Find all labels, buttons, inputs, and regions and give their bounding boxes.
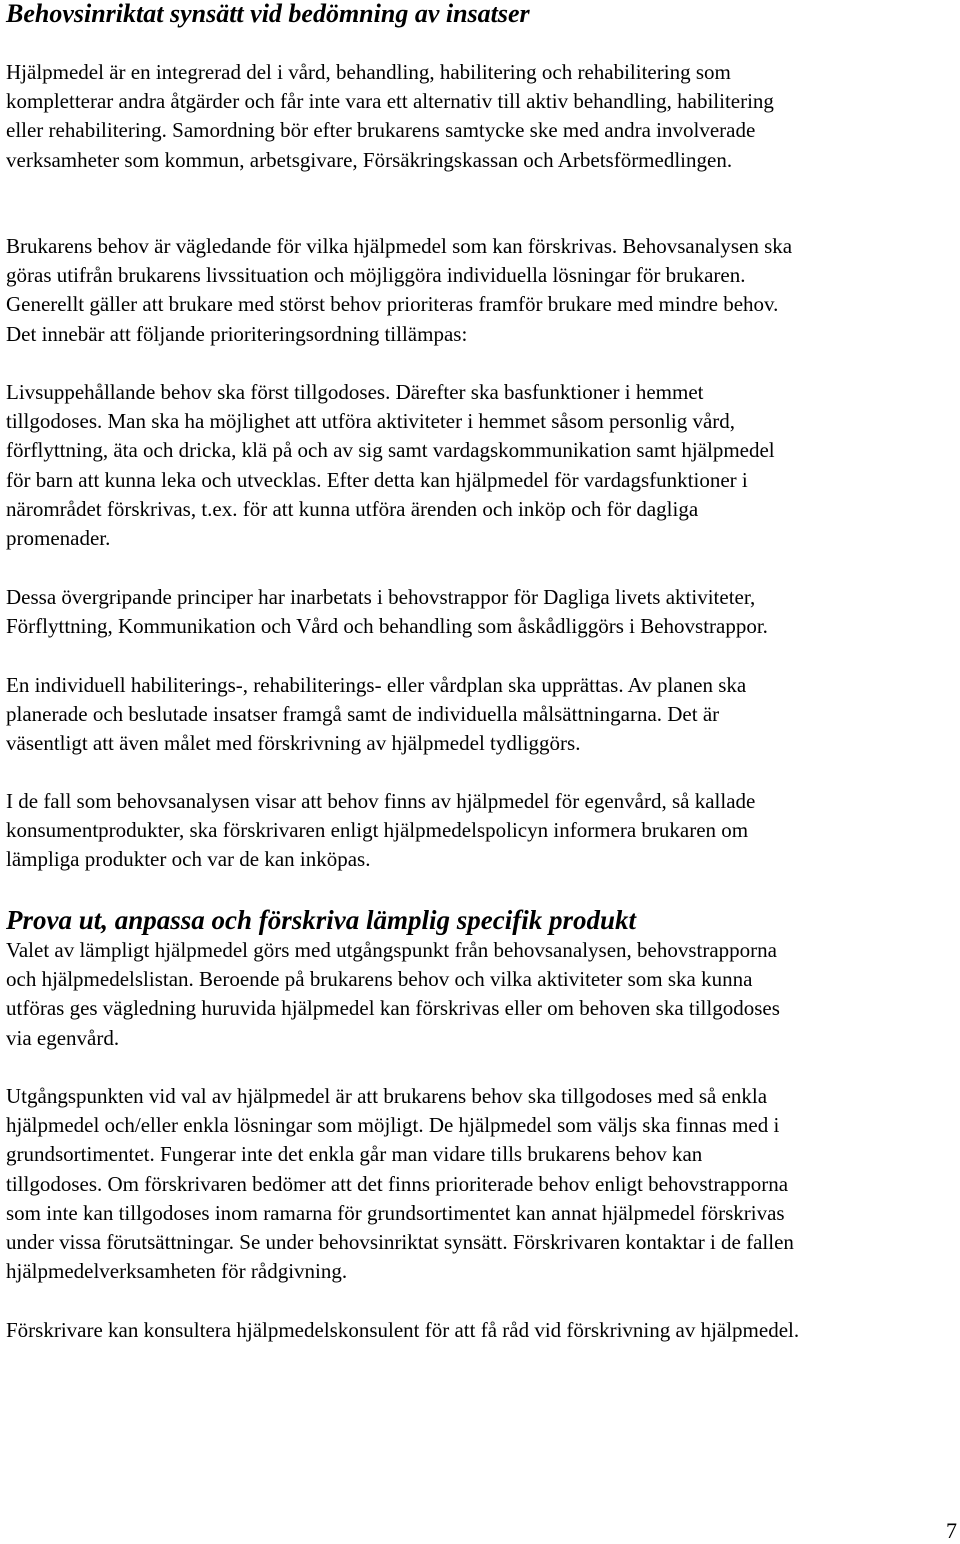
section-heading-behovsinriktat: Behovsinriktat synsätt vid bedömning av insatser: [6, 0, 530, 28]
text-line: planerade och beslutade insatser framgå samt de individuella målsättningarna. Det är: [6, 702, 720, 727]
paragraph-livsuppehallande: [6, 378, 956, 553]
text-line: hjälpmedelverksamheten för rådgivning.: [6, 1259, 348, 1284]
paragraph-brukarens-behov: [6, 232, 956, 349]
text-line: tillgodoses. Om förskrivaren bedömer att det finns prioriterade behov enligt behovstrapporna: [6, 1171, 789, 1196]
text-line: väsentligt att även målet med förskrivning av hjälpmedel tydliggörs.: [6, 731, 581, 756]
text-line: I de fall som behovsanalysen visar att behov finns av hjälpmedel för egenvård, så kallade: [6, 789, 756, 813]
text-line: Hjälpmedel är en integrerad del i vård, behandling, habilitering och rehabilitering som: [6, 60, 731, 84]
paragraph-forskrivare-konsultera: [6, 1316, 956, 1345]
paragraph-egenvard: [6, 787, 956, 875]
paragraph-overgripande-principer: [6, 583, 956, 641]
paragraph-vardplan: [6, 671, 956, 759]
text-line: kompletterar andra åtgärder och får inte vara ett alternativ till aktiv behandling, habilitering: [6, 89, 774, 114]
text-line: som inte kan tillgodoses inom ramarna för grundsortimentet kan annat hjälpmedel förskrivas: [6, 1200, 785, 1225]
text-line: göras utifrån brukarens livssituation och möjliggöra individuella lösningar för brukaren.: [6, 263, 746, 288]
text-line: närområdet förskrivas, t.ex. för att kunna utföra ärenden och inköp och för dagliga: [6, 496, 699, 521]
text-line: Förflyttning, Kommunikation och Vård och behandling som åskådliggörs i Behovstrappor.: [6, 614, 768, 639]
text-line: utföras ges vägledning huruvida hjälpmedel kan förskrivas eller om behoven ska tillgodoses: [6, 996, 780, 1021]
text-line: för barn att kunna leka och utvecklas. Efter detta kan hjälpmedel för vardagsfunktioner i: [6, 467, 748, 492]
text-line: eller rehabilitering. Samordning bör efter brukarens samtycke ske med andra involverade: [6, 118, 756, 143]
text-line: hjälpmedel och/eller enkla lösningar som möjligt. De hjälpmedel som väljs ska finnas med i: [6, 1113, 780, 1138]
text-line: under vissa förutsättningar. Se under behovsinriktat synsätt. Förskrivaren kontaktar i de fallen: [6, 1230, 794, 1255]
text-line: Det innebär att följande prioriteringsordning tillämpas:: [6, 321, 468, 346]
text-line: tillgodoses. Man ska ha möjlighet att utföra aktiviteter i hemmet såsom personlig vård,: [6, 409, 736, 434]
text-line: konsumentprodukter, ska förskrivaren enligt hjälpmedelspolicyn informera brukaren om: [6, 818, 749, 843]
page-number: 7: [946, 1518, 957, 1543]
paragraph-valet-av-hjalpmedel: [6, 936, 956, 1053]
text-line: grundsortimentet. Fungerar inte det enkla går man vidare tills brukarens behov kan: [6, 1142, 703, 1167]
text-line: Generellt gäller att brukare med störst behov prioriteras framför brukare med mindre behov.: [6, 292, 779, 317]
text-line: Förskrivare kan konsultera hjälpmedelskonsulent för att få råd vid förskrivning av hjälpmedel.: [6, 1318, 800, 1342]
text-line: Brukarens behov är vägledande för vilka hjälpmedel som kan förskrivas. Behovsanalysen ska: [6, 234, 793, 258]
text-line: verksamheter som kommun, arbetsgivare, Försäkringskassan och Arbetsförmedlingen.: [6, 147, 733, 172]
text-line: promenader.: [6, 526, 111, 551]
text-line: förflyttning, äta och dricka, klä på och av sig samt vardagskommunikation samt hjälpmedel: [6, 438, 775, 463]
text-line: Dessa övergripande principer har inarbetats i behovstrappor för Dagliga livets aktiviteter,: [6, 585, 756, 609]
paragraph-hjalpmedel-integrerad: [6, 58, 956, 175]
text-line: lämpliga produkter och var de kan inköpas.: [6, 847, 371, 872]
section-heading-prova-ut: Prova ut, anpassa och förskriva lämplig specifik produkt: [6, 905, 637, 935]
text-line: och hjälpmedelslistan. Beroende på brukarens behov och vilka aktiviteter som ska kunna: [6, 967, 753, 992]
text-line: via egenvård.: [6, 1025, 120, 1050]
text-line: Valet av lämpligt hjälpmedel görs med utgångspunkt från behovsanalysen, behovstrapporna: [6, 938, 777, 962]
text-line: Utgångspunkten vid val av hjälpmedel är att brukarens behov ska tillgodoses med så enkla: [6, 1084, 768, 1108]
text-line: En individuell habiliterings-, rehabiliterings- eller vårdplan ska upprättas. Av planen ska: [6, 673, 747, 697]
text-line: Livsuppehållande behov ska först tillgodoses. Därefter ska basfunktioner i hemmet: [6, 380, 704, 404]
paragraph-utgangspunkten: [6, 1082, 956, 1286]
